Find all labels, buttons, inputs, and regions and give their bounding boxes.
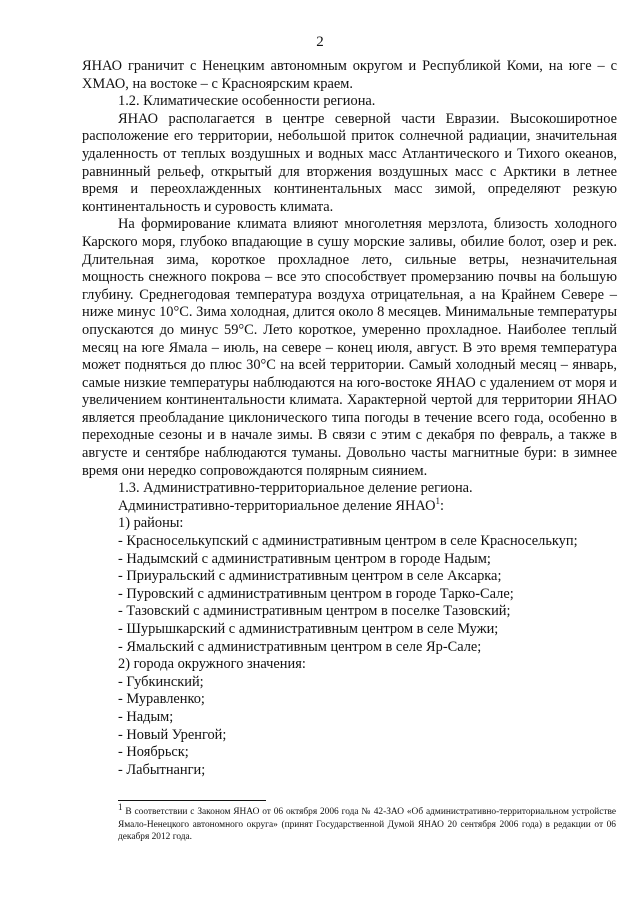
admin-intro-text: Административно-территориальное деление ЯНАО	[118, 497, 436, 514]
district-list-item: - Приуральский с административным центром в селе Аксарка;	[118, 568, 502, 585]
footnote	[118, 801, 616, 844]
districts-list	[82, 533, 617, 656]
city-list-item: - Ноябрьск;	[118, 744, 189, 761]
city-list-item: - Надым;	[118, 708, 174, 725]
district-list-item: - Шурышкарский с административным центром в селе Мужи;	[118, 621, 499, 637]
city-list-item: - Губкинский;	[118, 673, 204, 690]
footnote-reference: 1	[435, 496, 440, 507]
paragraph-climate-location: ЯНАО располагается в центре северной части Евразии. Высокоширотное расположение его территории, небольшой приток солнечной радиации, значительная удаленность от теплых воздушных и водных масс Атлантического и Тихого океанов, равнинный рельеф, открытый для вторжения воздушных масс с Арктики в летнее время и переохлажденных континентальных масс зимой, определяют резкую континентальность и суровость климата.	[82, 110, 617, 215]
cities-list	[82, 674, 617, 780]
district-list-item: - Пуровский с административным центром в городе Тарко-Сале;	[118, 585, 514, 602]
section-1-2-heading: 1.2. Климатические особенности региона.	[118, 93, 376, 110]
footnote-separator	[118, 800, 266, 801]
cities-heading: 2) города окружного значения:	[118, 656, 306, 673]
footnote-text: В соответствии с Законом ЯНАО от 06 октября 2006 года № 42-ЗАО «Об административно-территориальном устройстве Ямало-Ненецкого автономного округа» (принят Государственной Думой ЯНАО 20 сентября 2006 года) в редакции от 06 декабря 2012 года.	[118, 807, 616, 842]
districts-heading: 1) районы:	[118, 515, 184, 532]
city-list-item: - Лабытнанги;	[118, 761, 206, 778]
section-1-3-heading: 1.3. Административно-территориальное деление региона.	[118, 480, 473, 497]
footnote-marker: 1	[118, 801, 123, 812]
district-list-item: - Красноселькупский с административным центром в селе Красноселькуп;	[118, 533, 578, 550]
document-body	[82, 58, 617, 779]
admin-division-intro: Административно-территориальное деление ЯНАО$^1$:	[118, 496, 444, 514]
city-list-item: - Муравленко;	[118, 691, 205, 708]
page-number: 2	[316, 34, 324, 50]
district-list-item: - Надымский с административным центром в городе Надым;	[118, 550, 491, 567]
city-list-item: - Новый Уренгой;	[118, 726, 227, 743]
district-list-item: - Тазовский с административным центром в поселке Тазовский;	[118, 603, 511, 620]
paragraph-climate-factors: На формирование климата влияют многолетняя мерзлота, близость холодного Карского моря, глубоко впадающие в сушу морские заливы, обилие болот, озер и рек. Длительная зима, короткое прохладное лето, сильные ветры, незначительная мощность снежного покрова – все это способствует промерзанию почвы на большую глубину. Среднегодовая температура воздуха отрицательная, а на Крайнем Севере – ниже минус 10°С. Зима холодная, длится около 8 месяцев. Минимальные температуры опускаются до минус 59°С. Лето короткое, умеренно прохладное. Наиболее теплый месяц на юге Ямала – июль, на севере – конец июля, август. В это время температура может подняться до плюс 30°С на всей территории. Самый холодный месяц – январь, самые низкие температуры наблюдаются на юго-востоке ЯНАО с удалением от моря и увеличением континентальности климата. Характерной чертой для территории ЯНАО является преобладание циклонического типа погоды в течение всего года, особенно в переходные сезоны и в начале зимы. В связи с этим с декабря по февраль, а также в августе и сентябре наблюдаются туманы. Довольно часты магнитные бури: в зимнее время они нередко сопровождаются полярным сиянием.	[82, 216, 617, 479]
district-list-item: - Ямальский с административным центром в селе Яр-Сале;	[118, 638, 482, 655]
paragraph-borders: ЯНАО граничит с Ненецким автономным округом и Республикой Коми, на юге – с ХМАО, на востоке – с Красноярским краем.	[82, 58, 617, 92]
